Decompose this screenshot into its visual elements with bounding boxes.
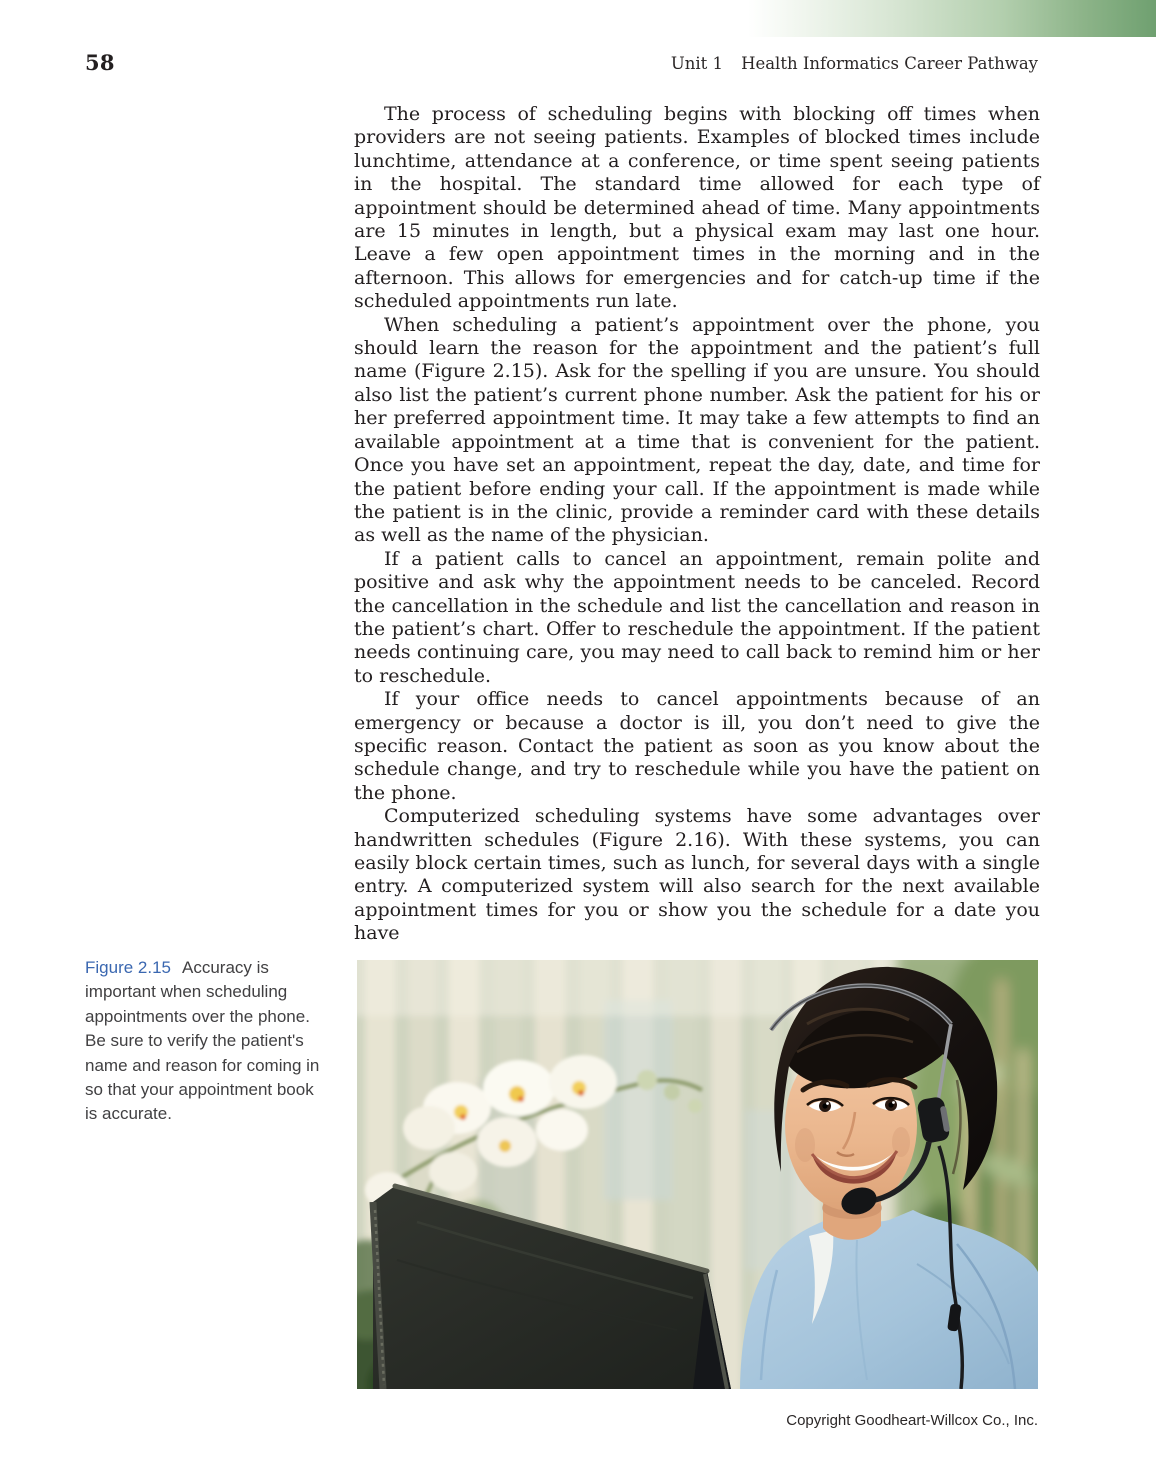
figure-label: Figure 2.15 bbox=[85, 958, 171, 977]
paragraph-computerized-systems: Computerized scheduling systems have some advantages over handwritten schedules (Figure 2.16). With these systems, you can easily block certain times, such as lunch, for several days with a single entry. A computerized system will also search for the next available appointment times for you or show you the schedule for a date you have bbox=[354, 805, 1040, 945]
page-number: 58 bbox=[85, 50, 115, 75]
running-header-unit: Unit 1 bbox=[670, 54, 724, 73]
running-header-title: Health Informatics Career Pathway bbox=[741, 54, 1038, 73]
figure-photo bbox=[357, 960, 1038, 1389]
figure-caption bbox=[85, 956, 327, 1127]
paragraph-office-cancellation: If your office needs to cancel appointments because of an emergency or because a doctor is ill, you don’t need to give the specific reason. Contact the patient as soon as you know about the schedule change, and try to reschedule while you have the patient on the phone. bbox=[354, 688, 1040, 804]
header-accent-bar bbox=[748, 0, 1156, 37]
copyright-line: Copyright Goodheart-Willcox Co., Inc. bbox=[786, 1412, 1038, 1429]
paragraph-scheduling-process: The process of scheduling begins with blocking off times when providers are not seeing patients. Examples of blocked times include lunchtime, attendance at a conference, or time spent seeing patients in the hospital. The standard time allowed for each type of appointment should be determined ahead of time. Many appointments are 15 minutes in length, but a physical exam may last one hour. Leave a few open appointment times in the morning and in the afternoon. This allows for emergencies and for catch-up time if the scheduled appointments run late. bbox=[354, 103, 1040, 313]
running-header bbox=[671, 54, 1038, 73]
photo-illustration bbox=[357, 960, 1038, 1389]
paragraph-phone-scheduling: When scheduling a patient’s appointment over the phone, you should learn the reason for the appointment and the patient’s full name (Figure 2.15). Ask for the spelling if you are unsure. You should also list the patient’s current phone number. Ask the patient for his or her preferred appointment time. It may take a few attempts to find an available appointment at a time that is convenient for the patient. Once you have set an appointment, repeat the day, date, and time for the patient before ending your call. If the appointment is made while the patient is in the clinic, provide a reminder card with these details as well as the name of the physician. bbox=[354, 313, 1040, 547]
paragraph-patient-cancellation: If a patient calls to cancel an appointment, remain polite and positive and ask why the appointment needs to be canceled. Record the cancellation in the schedule and list the cancellation and reason in the patient’s chart. Offer to reschedule the appointment. If the patient needs continuing care, you may need to call back to remind him or her to reschedule. bbox=[354, 547, 1040, 687]
body-text bbox=[354, 103, 1040, 946]
figure-caption-text: Accuracy is important when scheduling appointments over the phone. Be sure to verify the patient's name and reason for coming in so that your appointment book is accurate. bbox=[85, 958, 320, 1124]
